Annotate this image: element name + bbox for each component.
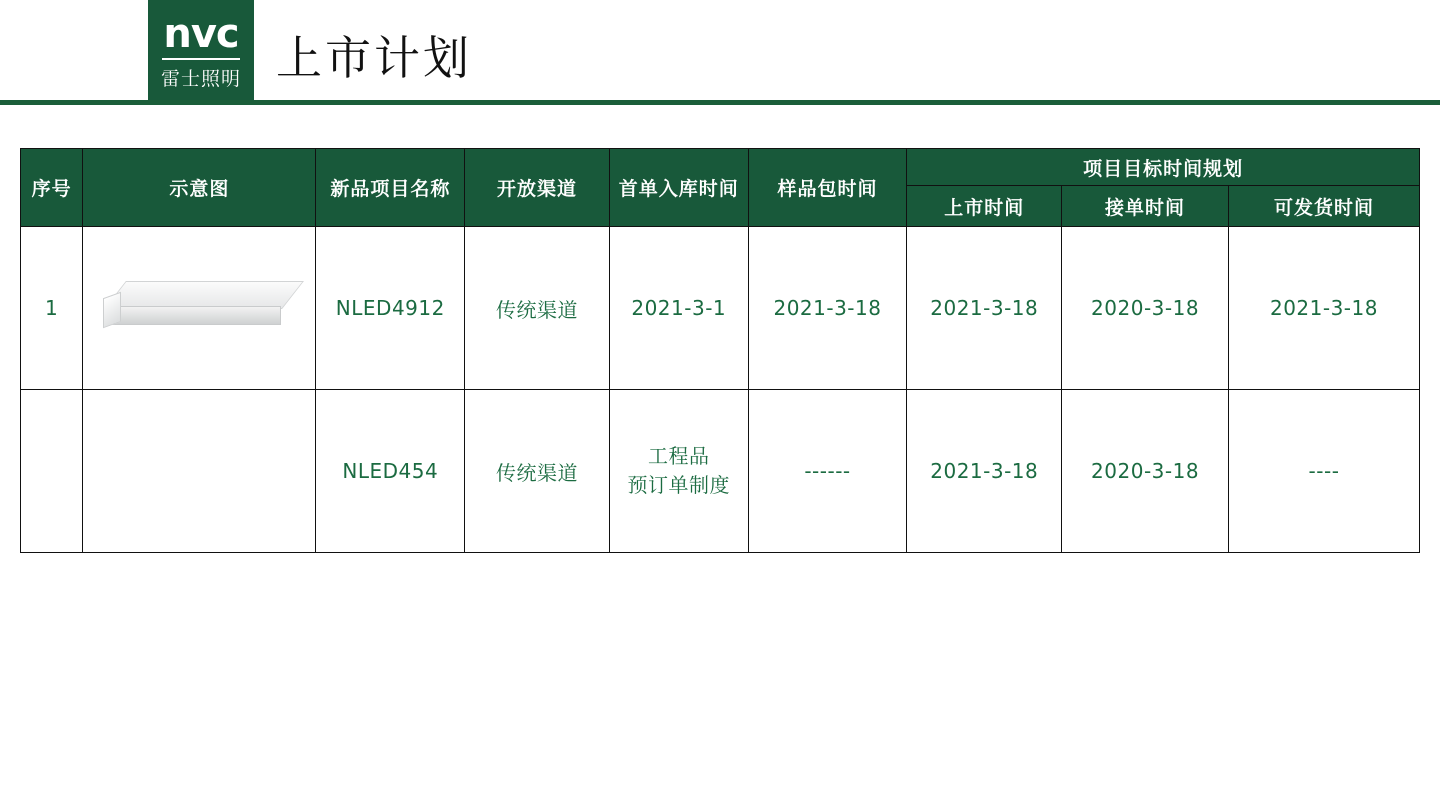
cell-name: NLED4912 [316,227,465,390]
cell-first-stock: 2021-3-1 [609,227,748,390]
cell-launch: 2021-3-18 [907,227,1062,390]
table-row [21,390,1420,553]
table-header-row-group [21,149,1420,186]
cell-ship: 2021-3-18 [1228,227,1419,390]
cell-ship: ---- [1228,390,1419,553]
cell-first-stock [609,390,748,553]
logo-chinese-text: 雷士照明 [160,67,241,90]
nvc-logo [148,0,254,104]
column-header-image: 示意图 [83,149,316,227]
cell-first-stock-line2: 预订单制度 [627,473,730,497]
cell-image [83,390,316,553]
logo-divider [162,58,240,60]
cell-first-stock-line1: 工程品 [648,444,710,468]
plan-table-container [20,148,1420,553]
column-header-ship: 可发货时间 [1228,186,1419,227]
column-header-sample: 样品包时间 [748,149,907,227]
table-header [21,149,1420,227]
column-group-header-schedule: 项目目标时间规划 [907,149,1420,186]
cell-seq [21,390,83,553]
column-header-name: 新品项目名称 [316,149,465,227]
page-title: 上市计划 [276,31,472,85]
table-row [21,227,1420,390]
column-header-order: 接单时间 [1062,186,1229,227]
slide-header [0,0,1440,104]
cell-channel: 传统渠道 [465,390,610,553]
cell-name: NLED454 [316,390,465,553]
cell-image [83,227,316,390]
header-divider [0,100,1440,105]
cell-channel: 传统渠道 [465,227,610,390]
launch-plan-table [20,148,1420,553]
column-header-channel: 开放渠道 [465,149,610,227]
logo-mark-text: nvc [163,10,239,57]
column-header-first-stock: 首单入库时间 [609,149,748,227]
cell-seq: 1 [21,227,83,390]
cell-order: 2020-3-18 [1062,227,1229,390]
cell-launch: 2021-3-18 [907,390,1062,553]
cell-sample: 2021-3-18 [748,227,907,390]
cell-sample: ------ [748,390,907,553]
column-header-launch: 上市时间 [907,186,1062,227]
cell-order: 2020-3-18 [1062,390,1229,553]
column-header-seq: 序号 [21,149,83,227]
product-panel-light-icon [101,273,297,343]
table-body [21,227,1420,553]
